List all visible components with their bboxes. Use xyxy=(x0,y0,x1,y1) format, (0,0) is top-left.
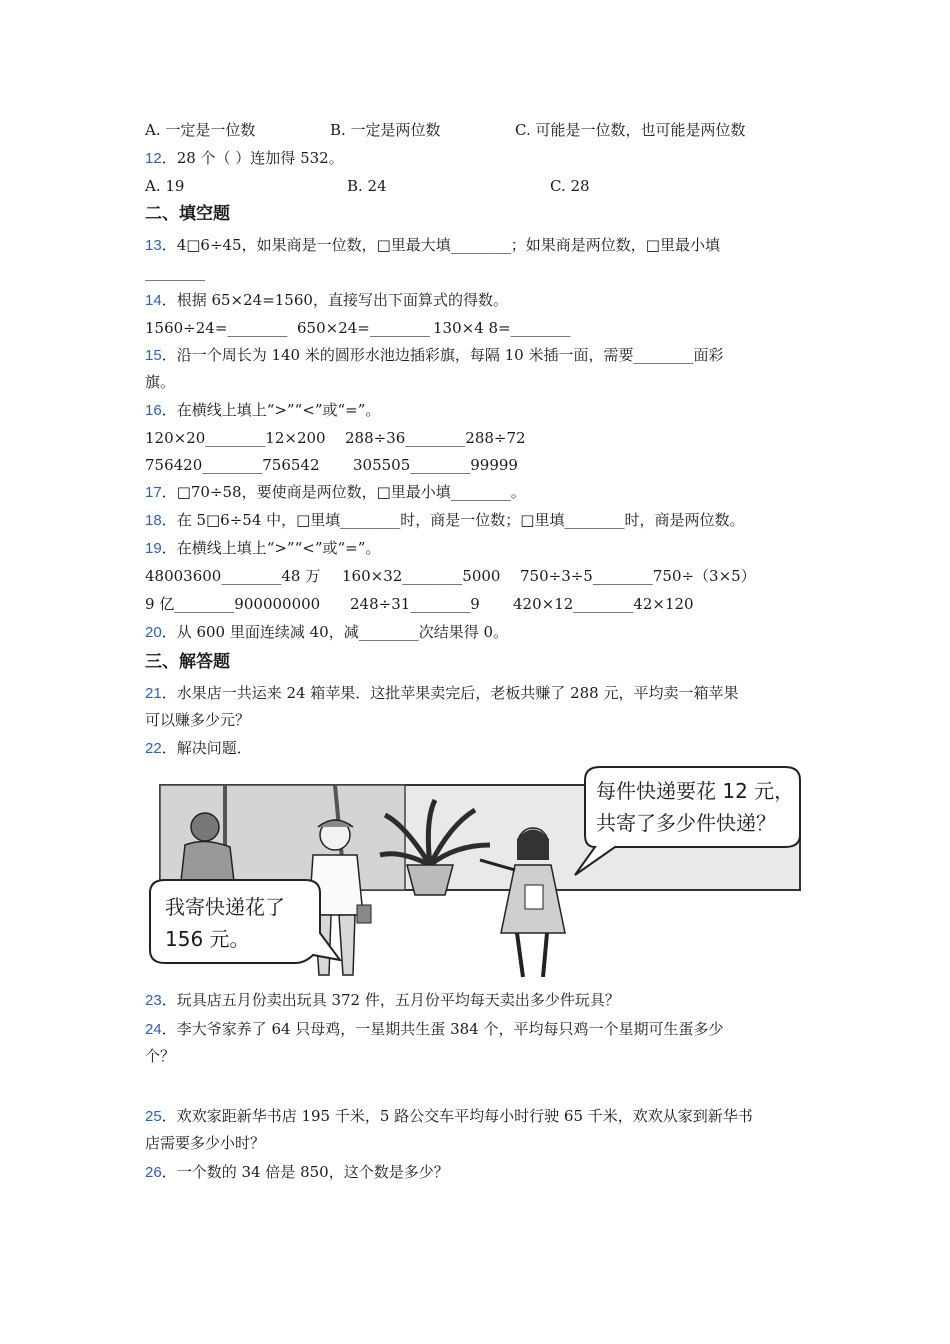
q24-line2: 个？ xyxy=(145,1047,176,1065)
q14-question xyxy=(145,290,508,311)
q21-line1 xyxy=(145,683,738,704)
q15-line2: 旗。 xyxy=(145,373,176,391)
q24-line1 xyxy=(145,1019,723,1040)
right-bubble-line1: 每件快递要花 12 元， xyxy=(596,779,795,803)
q24-text: ．李大爷家养了 64 只母鸡，一星期共生蛋 384 个，平均每只鸡一个星期可生蛋多少 xyxy=(161,1020,724,1038)
q12-option-a: A. 19 xyxy=(145,177,185,195)
q23-text: ．玩具店五月份卖出玩具 372 件，五月份平均每天卖出多少件玩具？ xyxy=(161,991,620,1009)
q26-number: 26 xyxy=(145,1164,162,1181)
q14-text: ．根据 65×24=1560，直接写出下面算式的得数。 xyxy=(161,291,508,309)
q14-number: 14 xyxy=(145,292,162,309)
q11-option-c: C. 可能是一位数，也可能是两位数 xyxy=(515,121,746,139)
q11-option-b: B. 一定是两位数 xyxy=(330,121,441,139)
q19-question xyxy=(145,538,380,559)
q18-number: 18 xyxy=(145,512,162,529)
q16-number: 16 xyxy=(145,402,162,419)
q20-question xyxy=(145,622,508,643)
seated-person-head xyxy=(191,813,219,841)
q26-question xyxy=(145,1162,449,1183)
q23-question xyxy=(145,990,620,1011)
q13-line2: ________ xyxy=(145,263,205,281)
q16-question xyxy=(145,400,380,421)
q19-r2-item1: 9 亿________900000000 xyxy=(145,595,321,613)
q13-text: ．4□6÷45，如果商是一位数，□里最大填________；如果商是两位数，□里最小填 xyxy=(161,236,720,254)
q22-text: ．解决问题． xyxy=(161,739,252,757)
q19-r1-item2: 160×32________5000 xyxy=(342,567,501,585)
left-bubble-line1: 我寄快递花了 xyxy=(165,895,285,919)
q19-r1-item3: 750÷3÷5________750÷（3×5） xyxy=(520,567,756,585)
q15-text: ．沿一个周长为 140 米的圆形水池边插彩旗，每隔 10 米插一面，需要________面彩 xyxy=(161,346,724,364)
q17-question xyxy=(145,482,526,503)
q16-text: ．在横线上填上“>”“<”或“=”。 xyxy=(161,401,381,419)
q25-number: 25 xyxy=(145,1108,162,1125)
q14-item-3: 130×4 8=________ xyxy=(433,319,571,337)
q20-number: 20 xyxy=(145,624,162,641)
q19-number: 19 xyxy=(145,540,162,557)
q26-text: ．一个数的 34 倍是 850，这个数是多少？ xyxy=(161,1163,449,1181)
q14-item-1: 1560÷24=________ xyxy=(145,319,288,337)
q21-text: ．水果店一共运来 24 箱苹果．这批苹果卖完后，老板共赚了 288 元，平均卖一箱苹果 xyxy=(161,684,739,702)
q25-text: ．欢欢家距新华书店 195 千米，5 路公交车平均每小时行驶 65 千米，欢欢从家到新华书 xyxy=(161,1107,753,1125)
q12-text: ．28 个（ ）连加得 532。 xyxy=(161,149,344,167)
q25-line2: 店需要多少小时？ xyxy=(145,1134,266,1152)
girl-book xyxy=(525,885,543,909)
section-fill-in-title: 二、填空题 xyxy=(145,204,230,224)
q11-option-a: A. 一定是一位数 xyxy=(145,121,256,139)
q19-r2-item3: 420×12________42×120 xyxy=(513,595,694,613)
q16-r2-item2: 305505________99999 xyxy=(353,456,518,474)
q22-question xyxy=(145,738,252,759)
left-bubble-line2: 156 元。 xyxy=(165,927,250,951)
q24-number: 24 xyxy=(145,1021,162,1038)
q14-item-2: 650×24=________ xyxy=(297,319,430,337)
q13-number: 13 xyxy=(145,237,162,254)
q19-text: ．在横线上填上“>”“<”或“=”。 xyxy=(161,539,381,557)
q16-r2-item1: 756420________756542 xyxy=(145,456,320,474)
q12-question xyxy=(145,148,344,169)
q18-question xyxy=(145,510,745,531)
q12-option-b: B. 24 xyxy=(347,177,387,195)
q21-number: 21 xyxy=(145,685,162,702)
q16-r1-item2: 288÷36________288÷72 xyxy=(345,429,526,447)
q25-line1 xyxy=(145,1106,753,1127)
q12-number: 12 xyxy=(145,150,162,167)
q15-number: 15 xyxy=(145,347,162,364)
q23-number: 23 xyxy=(145,992,162,1009)
q16-r1-item1: 120×20________12×200 xyxy=(145,429,326,447)
q21-line2: 可以赚多少元？ xyxy=(145,711,251,729)
q17-number: 17 xyxy=(145,484,162,501)
q15-line1 xyxy=(145,345,723,366)
plant-pot xyxy=(407,865,453,895)
section-answer-title: 三、解答题 xyxy=(145,652,230,672)
q12-option-c: C. 28 xyxy=(550,177,590,195)
q22-number: 22 xyxy=(145,740,162,757)
q19-r2-item2: 248÷31________9 xyxy=(350,595,480,613)
q17-text: ．□70÷58，要使商是两位数，□里最小填________。 xyxy=(161,483,526,501)
q19-r1-item1: 48003600________48 万 xyxy=(145,567,321,585)
q13-line1 xyxy=(145,235,720,256)
q20-text: ．从 600 里面连续减 40，减________次结果得 0。 xyxy=(161,623,509,641)
boy-bag xyxy=(357,905,371,923)
q18-text: ．在 5□6÷54 中，□里填________时，商是一位数；□里填________时，商是两位数。 xyxy=(161,511,745,529)
girl-legs xyxy=(517,933,547,977)
right-bubble-line2: 共寄了多少件快递？ xyxy=(596,811,776,835)
